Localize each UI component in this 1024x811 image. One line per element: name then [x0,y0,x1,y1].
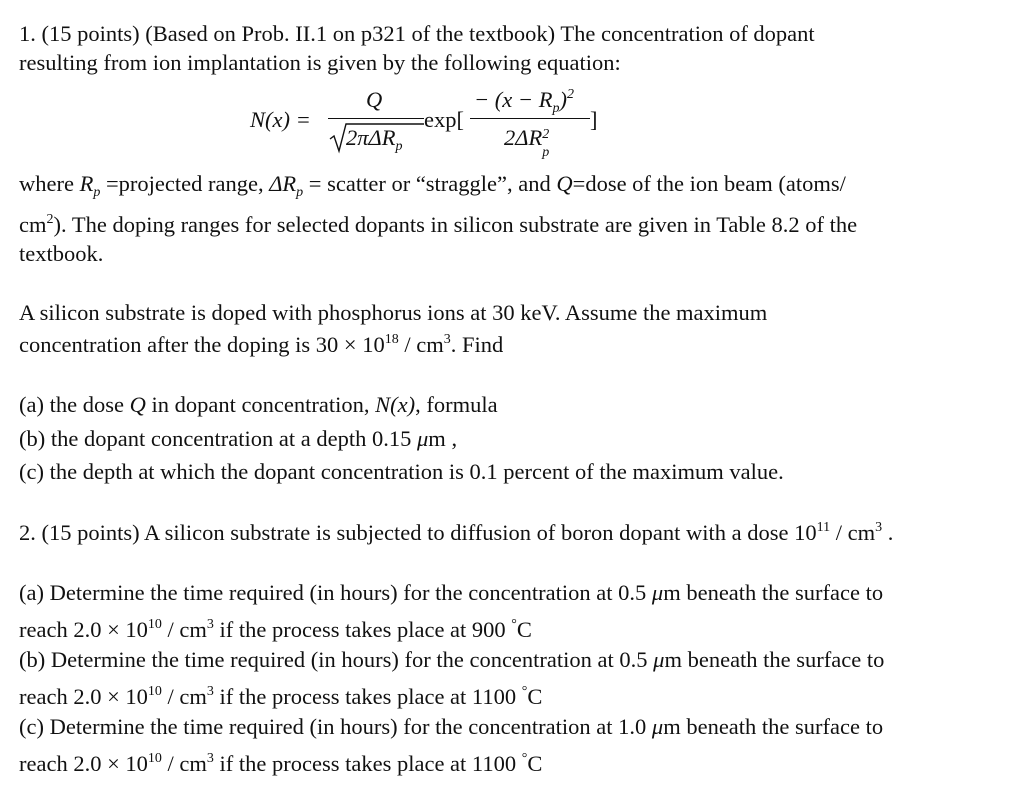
p2b-text1: (b) Determine the time required (in hours) for the concentration at 0.5 [19,647,654,672]
problem2-line1 [19,519,893,547]
problem1-part-c: (c) the depth at which the dopant concentration is 0.1 percent of the maximum value. [19,459,784,484]
formula-fraction-bar [328,118,424,119]
p2b-text2: beneath the surface to [681,647,885,672]
where-text-b: =projected range, [100,171,270,196]
part-a-Q: Q [129,392,146,417]
exp-num-close: ) [559,87,567,112]
p2c-C: C [527,751,543,776]
problem1-cm-line [19,211,857,239]
p2c-mu: μ [651,714,664,739]
p2c-deg: ° [521,751,528,766]
exp-den-sub: p [542,145,550,160]
exp-num-sub: p [552,101,560,116]
p2c-val: 2.0 × 10 [73,751,148,776]
p2c-unit: / cm [161,751,207,776]
p2a-mu: μ [651,580,664,605]
p2b-val: 2.0 × 10 [73,684,148,709]
where-dR-sub: p [296,185,304,200]
p2b-text3: if the process takes place at 1100 [213,684,522,709]
p2b-m: m [664,647,682,672]
p2-line1-text-a: 2. (15 points) A silicon substrate is subjected to diffusion of boron dopant with a dose [19,520,795,545]
formula-denominator [346,124,402,152]
problem2-part-a-line1 [19,579,883,607]
p2a-reach: reach [19,617,74,642]
exp-num-text: − (x − R [474,87,553,112]
part-a-text2: in dopant concentration, [145,392,376,417]
p2b-deg: ° [521,684,528,699]
p2c-reach: reach [19,751,74,776]
p2a-text1: (a) Determine the time required (in hours) for the concentration at 0.5 [19,580,652,605]
problem2-part-b-line1 [19,646,884,674]
p2-dose-unit: / cm [830,520,876,545]
p2c-text2: beneath the surface to [680,714,884,739]
para2-text-a: concentration after the doping is [19,332,316,357]
p2b-C: C [527,684,543,709]
formula-denominator-sub: p [395,139,403,154]
formula-exp-fraction-bar [470,118,590,119]
para2-unit: / cm [398,332,444,357]
part-a-N: N(x) [375,392,416,417]
para2-text-b: . Find [450,332,504,357]
p2c-text3: if the process takes place at 1100 [213,751,522,776]
p2-dose-unit-sup: 3 [875,520,883,535]
p2-dose-base: 10 [794,520,817,545]
p2a-unit-sup: 3 [206,617,214,632]
problem2-part-b-line2 [19,683,542,711]
problem2-part-a-line2 [19,616,532,644]
where-text-a: where [19,171,80,196]
p2a-text3: if the process takes place at 900 [213,617,512,642]
p2a-val-exp: 10 [147,617,162,632]
p2-dose-exp: 11 [816,520,831,535]
p2-line1-text-b: . [882,520,894,545]
problem1-line1: 1. (15 points) (Based on Prob. II.1 on p321 of the textbook) The concentration of dopant [19,21,815,46]
p2b-unit-sup: 3 [206,684,214,699]
p2b-reach: reach [19,684,74,709]
p2a-m: m [663,580,681,605]
p2a-val: 2.0 × 10 [73,617,148,642]
where-Q: Q [556,171,573,196]
p2a-unit: / cm [161,617,207,642]
where-R-sub: p [93,185,101,200]
implantation-formula [250,84,610,160]
exp-den-scripts [542,127,552,160]
part-b-m: m [428,426,446,451]
cm-unit: cm [19,212,47,237]
where-dR: ΔR [269,171,297,196]
formula-exp-numerator [474,86,574,114]
exp-den-sup: 2 [542,127,550,142]
part-b-mu: μ [417,426,429,451]
p2c-val-exp: 10 [147,751,162,766]
p2a-text2: beneath the surface to [680,580,884,605]
cm-unit-sup: 2 [46,212,54,227]
problem1-part-a [19,391,498,419]
formula-lhs: N(x) = [250,107,311,132]
p2a-deg: ° [511,617,517,632]
part-a-text1: (a) the dose [19,392,130,417]
problem2-part-c-line2 [19,750,542,778]
part-b-text2: , [445,426,458,451]
para2-unit-sup: 3 [443,332,451,347]
problem1-part-b [19,425,457,453]
formula-exp-denominator [504,124,552,160]
p2c-m: m [663,714,681,739]
cm-line-rest: ). The doping ranges for selected dopants in silicon substrate are given in Table 8.2 of the [53,212,858,237]
problem1-textbook-line: textbook. [19,241,104,266]
p2a-C: C [516,617,532,642]
exp-num-sup: 2 [566,87,574,102]
p2b-val-exp: 10 [147,684,162,699]
where-text-d: =dose of the ion beam (atoms/ [572,171,846,196]
para2-exp: 18 [384,332,399,347]
formula-exp: exp[ [424,107,464,132]
p2c-unit-sup: 3 [206,751,214,766]
problem1-para2-line2 [19,331,503,359]
problem1-where-line [19,170,846,198]
problem2-part-c-line1 [19,713,883,741]
formula-close-bracket: ] [590,107,598,132]
problem1-para2-line1: A silicon substrate is doped with phosphorus ions at 30 keV. Assume the maximum [19,300,768,325]
para2-value: 30 × 10 [315,332,385,357]
part-b-text1: (b) the dopant concentration at a depth 0.15 [19,426,417,451]
p2b-mu: μ [653,647,665,672]
formula-denominator-text: 2πΔR [346,125,396,150]
where-R: R [79,171,94,196]
p2c-text1: (c) Determine the time required (in hours) for the concentration at 1.0 [19,714,652,739]
exp-den-text: 2ΔR [504,125,543,150]
p2b-unit: / cm [161,684,207,709]
problem1-line2: resulting from ion implantation is given by the following equation: [19,50,621,75]
where-text-c: = scatter or “straggle”, and [303,171,557,196]
formula-numerator-q: Q [366,87,383,112]
part-a-text3: , formula [415,392,498,417]
